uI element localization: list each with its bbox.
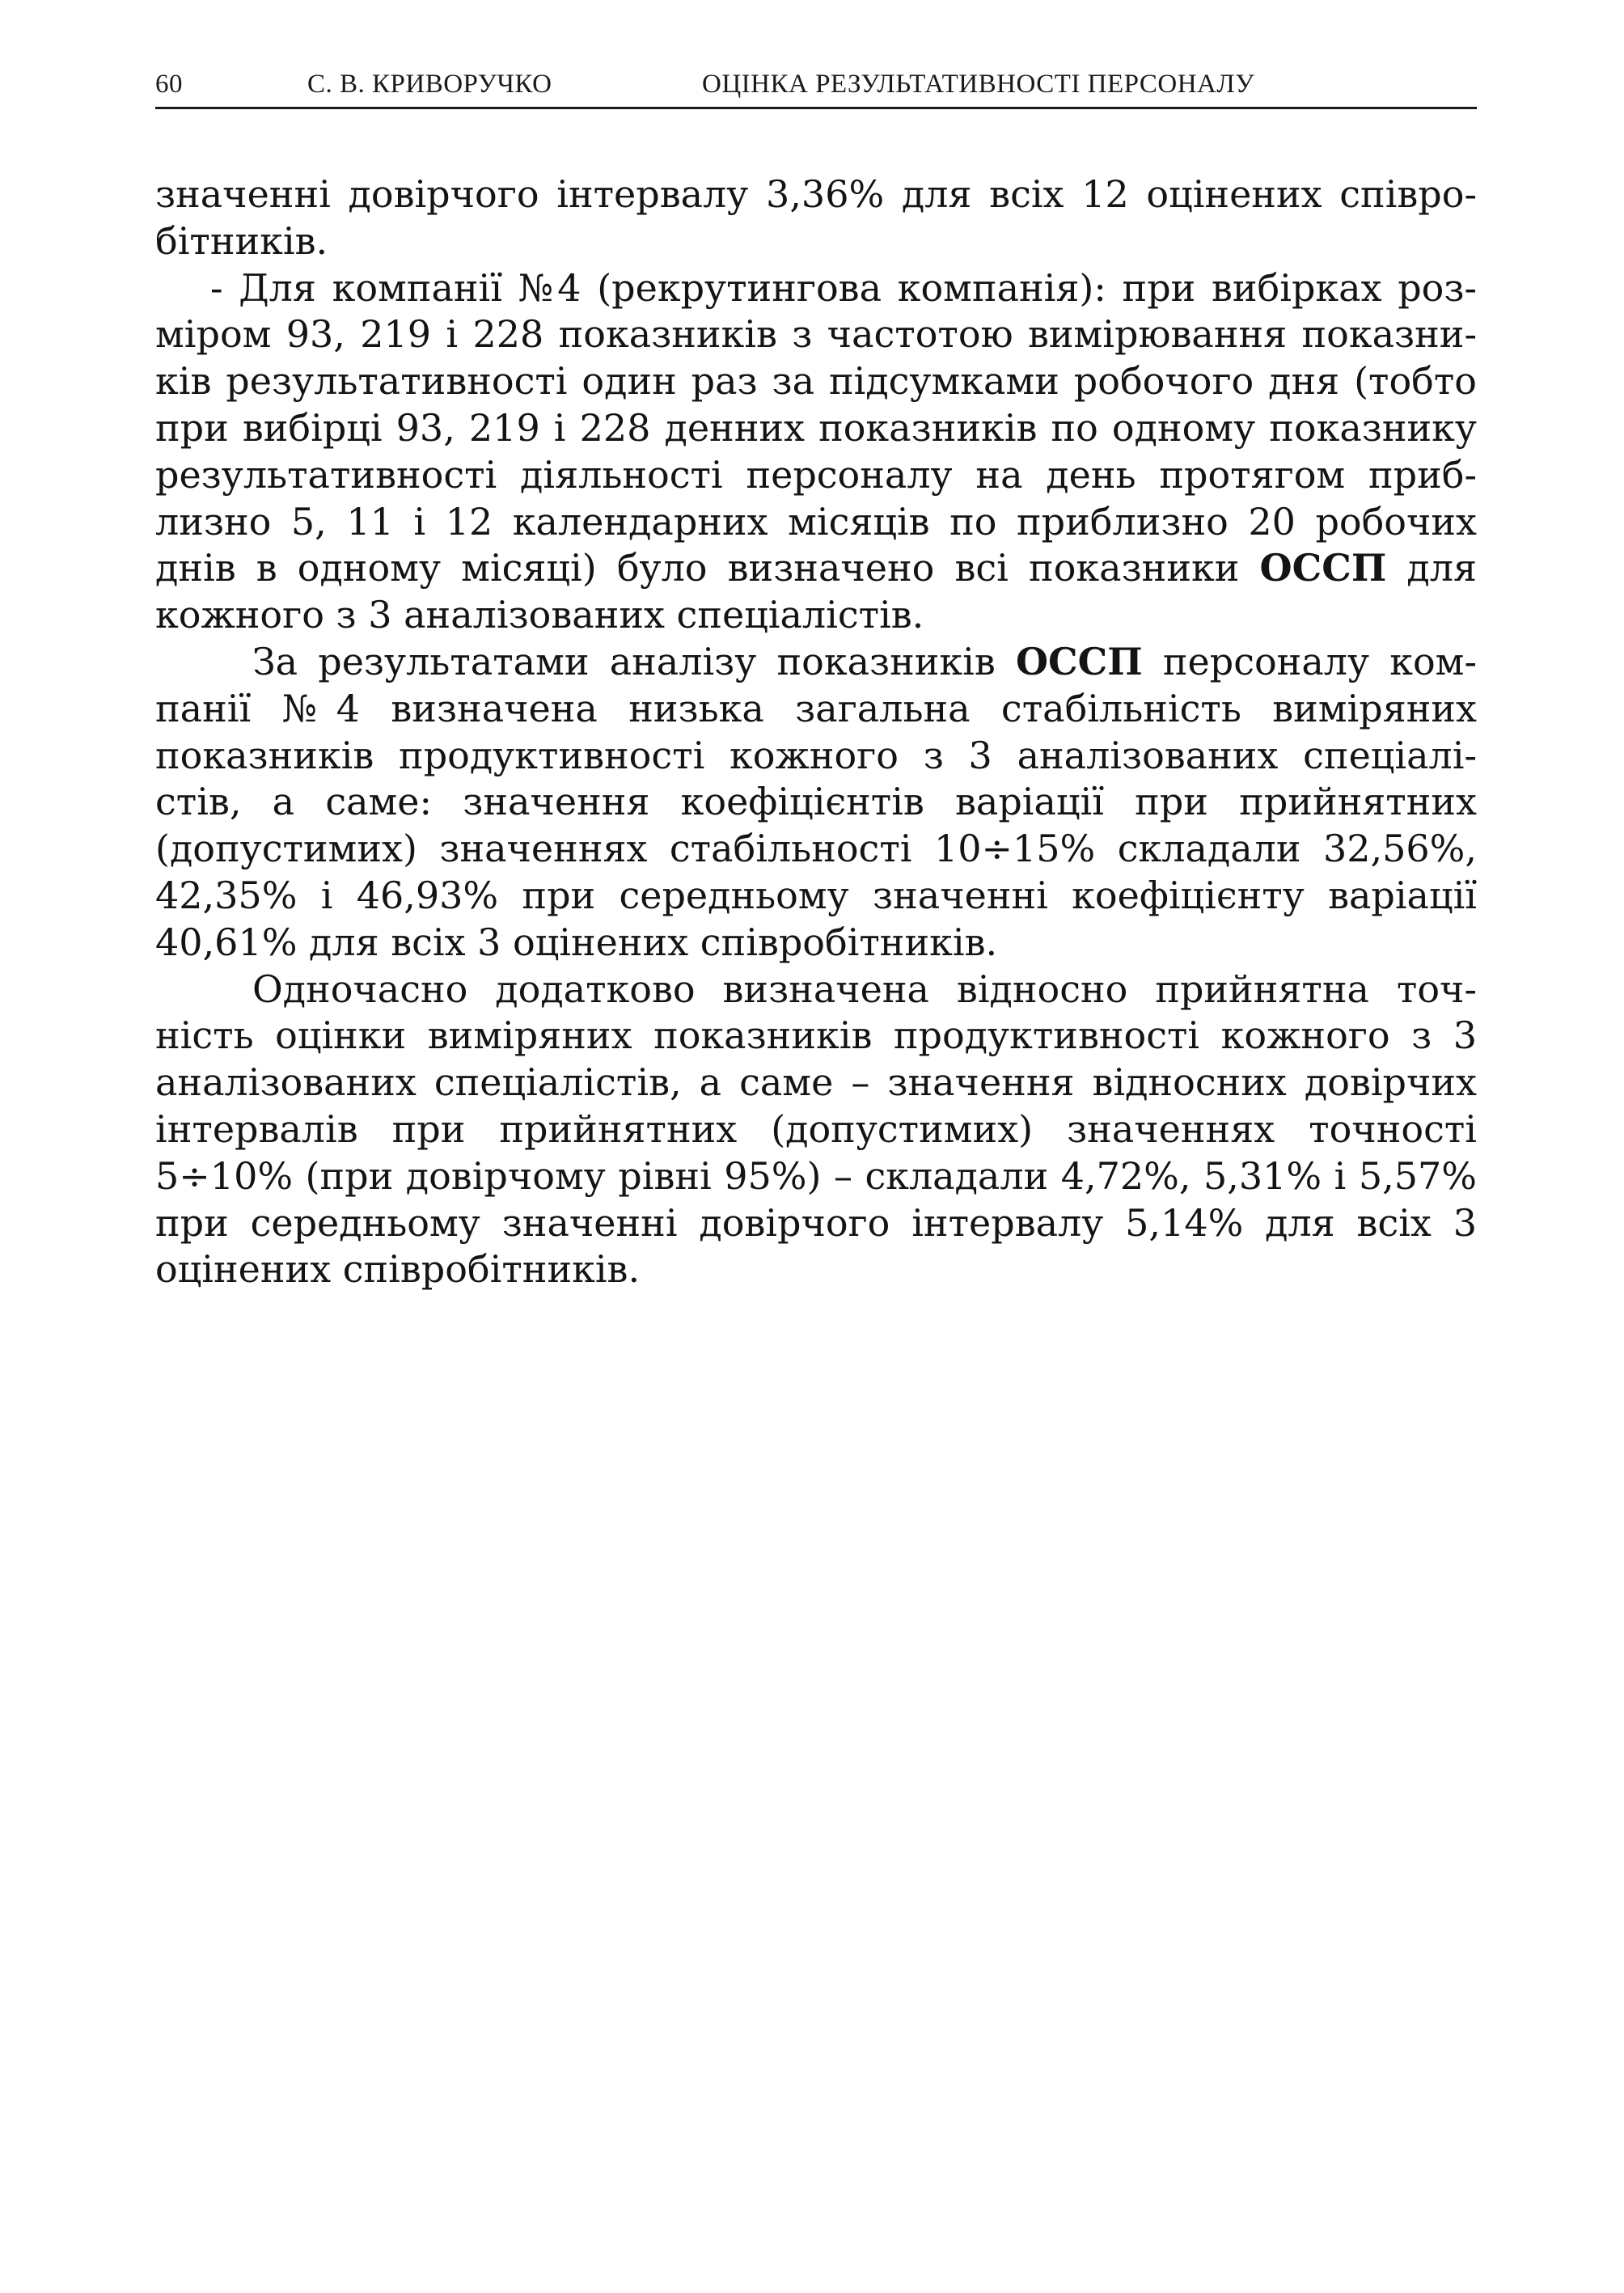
text-line: при вибірці 93, 219 і 228 денних показників по одному показнику: [155, 405, 1477, 450]
text-line: аналізованих спеціалістів, а саме – значення відносних довірчих: [155, 1060, 1477, 1105]
paragraph-continuation: [155, 171, 1477, 265]
text-line: ків результативності один раз за підсумками робочого дня (тобто: [155, 359, 1477, 404]
text-line: панії №4 визначена низька загальна стабільність виміряних: [155, 686, 1477, 730]
text-line-with-bold: [155, 639, 1477, 686]
text-line: ність оцінки виміряних показників продуктивності кожного з 3: [155, 1013, 1477, 1058]
paragraph-accuracy: [155, 967, 1477, 1294]
text-segment: днів в одному місяці) було визначено всі показники: [155, 546, 1260, 590]
text-line: стів, а саме: значення коефіцієнтів варіації при прийнятних: [155, 780, 1477, 824]
bold-term: ОССП: [1015, 639, 1143, 683]
text-line: показників продуктивності кожного з 3 аналізованих спеціалі-: [155, 733, 1477, 777]
text-segment: персоналу ком-: [1142, 639, 1477, 683]
body-text: [155, 171, 1477, 1293]
text-line: лизно 5, 11 і 12 календарних місяців по приблизно 20 робочих: [155, 499, 1477, 544]
text-segment: для: [1386, 546, 1477, 590]
text-line: кожного з 3 аналізованих спеціалістів.: [155, 593, 924, 637]
text-line-with-bold: [155, 545, 1477, 592]
text-line: 5÷10% (при довірчому рівні 95%) – складали 4,72%, 5,31% і 5,57%: [155, 1153, 1477, 1198]
bold-term: ОССП: [1259, 546, 1387, 590]
text-line: - Для компанії №4 (рекрутингова компанія): при вибірках роз-: [210, 265, 1477, 310]
text-line: 42,35% і 46,93% при середньому значенні коефіцієнту варіації: [155, 873, 1477, 917]
text-line: Одночасно додатково визначена відносно прийнятна точ-: [252, 967, 1477, 1011]
text-line: результативності діяльності персоналу на день протягом приб-: [155, 452, 1477, 497]
paragraph-stability: [155, 639, 1477, 967]
header-book-title: ОЦІНКА РЕЗУЛЬТАТИВНОСТІ ПЕРСОНАЛУ: [702, 70, 1255, 99]
text-segment: За результатами аналізу показників: [252, 639, 1016, 683]
header-author: С. В. КРИВОРУЧКО: [307, 70, 552, 99]
text-line: інтервалів при прийнятних (допустимих) значеннях точності: [155, 1106, 1477, 1151]
running-header: [155, 65, 1477, 109]
text-line: значенні довірчого інтервалу 3,36% для всіх 12 оцінених співро-: [155, 172, 1477, 216]
page-number: 60: [155, 70, 183, 99]
text-line: при середньому значенні довірчого інтервалу 5,14% для всіх 3: [155, 1200, 1477, 1245]
text-line: міром 93, 219 і 228 показників з частотою вимірювання показни-: [155, 312, 1477, 357]
text-line: (допустимих) значеннях стабільності 10÷15% складали 32,56%,: [155, 827, 1477, 871]
text-line: бітників.: [155, 218, 328, 263]
paragraph-company-4: [155, 265, 1477, 639]
text-line: 40,61% для всіх 3 оцінених співробітників.: [155, 920, 998, 964]
text-line: оцінених співробітників.: [155, 1247, 641, 1292]
